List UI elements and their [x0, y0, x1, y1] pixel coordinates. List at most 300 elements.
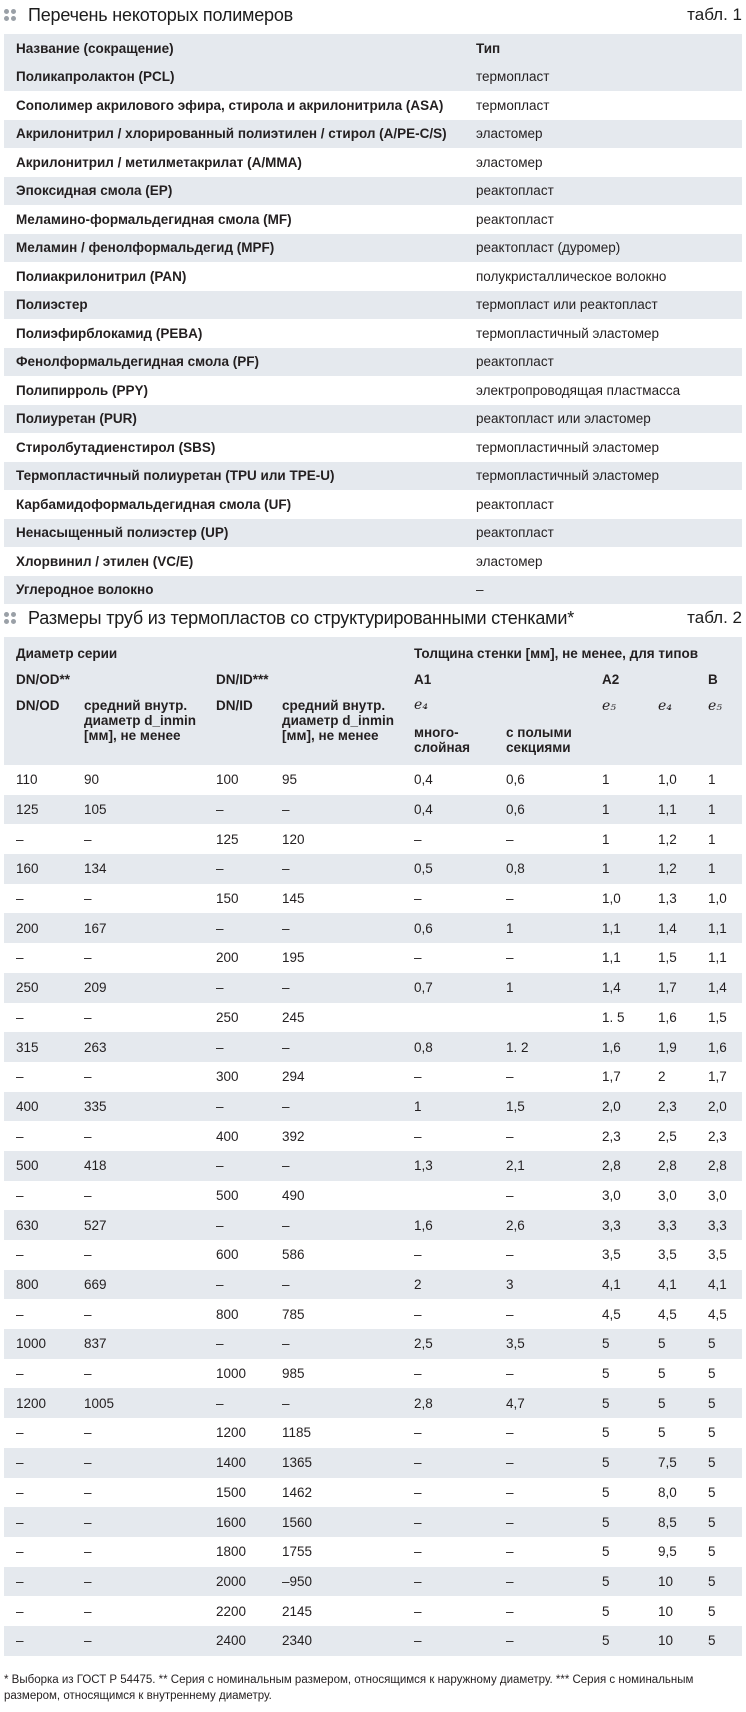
cell-a1-hollow: 2,6 — [506, 1217, 525, 1233]
cell-a2-e5: 1,4 — [602, 980, 621, 996]
table-row — [4, 1507, 742, 1537]
polymer-name: Меламин / фенолформальдегид (MPF) — [16, 240, 275, 256]
cell-b-e5: 3,5 — [708, 1247, 727, 1263]
polymer-type: реактопласт — [476, 525, 554, 541]
cell-a1-multilayer: 2,5 — [414, 1336, 433, 1352]
cell-inner-diameter-od: – — [84, 1633, 92, 1649]
cell-a2-e4: 1,2 — [658, 831, 677, 847]
bullet-dots-icon — [4, 612, 16, 624]
cell-a2-e5: 5 — [602, 1395, 610, 1411]
cell-a2-e4: 1,4 — [658, 920, 677, 936]
cell-a1-hollow: – — [506, 1573, 514, 1589]
cell-a2-e4: 7,5 — [658, 1455, 677, 1471]
cell-a2-e5: 1. 5 — [602, 1009, 625, 1025]
cell-inner-diameter-id: 1560 — [282, 1514, 313, 1530]
cell-b-e5: 1 — [708, 831, 716, 847]
table1-heading — [0, 2, 746, 28]
header-col-inner-diameter: средний внутр. диаметр d_inmin [мм], не менее — [84, 698, 197, 743]
cell-dn-od: – — [16, 891, 24, 907]
cell-dn-id: 200 — [216, 950, 239, 966]
polymer-name: Поликапролактон (PCL) — [16, 69, 175, 85]
cell-b-e5: 5 — [708, 1633, 716, 1649]
table-row — [4, 824, 742, 854]
cell-a1-multilayer: 0,4 — [414, 802, 433, 818]
cell-b-e5: 2,8 — [708, 1158, 727, 1174]
table-row — [4, 405, 742, 434]
cell-b-e5: 1,1 — [708, 950, 727, 966]
cell-a2-e5: 3,5 — [602, 1247, 621, 1263]
cell-inner-diameter-id: 245 — [282, 1009, 305, 1025]
cell-b-e5: 1,0 — [708, 891, 727, 907]
table2-header-row-1 — [4, 637, 742, 667]
cell-inner-diameter-od: 105 — [84, 802, 107, 818]
cell-dn-id: – — [216, 1395, 224, 1411]
cell-a2-e4: 8,5 — [658, 1514, 677, 1530]
table2-number: табл. 2 — [687, 608, 742, 627]
table-row — [4, 884, 742, 914]
cell-a2-e4: 1,3 — [658, 891, 677, 907]
cell-a1-multilayer: 0,6 — [414, 920, 433, 936]
cell-a2-e5: 4,5 — [602, 1306, 621, 1322]
cell-a1-multilayer: 1,3 — [414, 1158, 433, 1174]
cell-b-e5: 1,5 — [708, 1009, 727, 1025]
cell-inner-diameter-id: 294 — [282, 1069, 305, 1085]
cell-inner-diameter-id: 145 — [282, 891, 305, 907]
cell-inner-diameter-od: – — [84, 1366, 92, 1382]
cell-inner-diameter-od: – — [84, 831, 92, 847]
cell-dn-od: 125 — [16, 802, 39, 818]
cell-inner-diameter-id: 2340 — [282, 1633, 313, 1649]
cell-a2-e4: 10 — [658, 1603, 674, 1619]
header-series-diameter: Диаметр серии — [16, 646, 118, 661]
table-row — [4, 1359, 742, 1389]
table-row — [4, 234, 742, 263]
header-e5-b: e₅ — [708, 698, 722, 714]
table-row — [4, 1299, 742, 1329]
cell-dn-id: 100 — [216, 772, 239, 788]
cell-a1-multilayer: 0,8 — [414, 1039, 433, 1055]
cell-a2-e5: 4,1 — [602, 1277, 621, 1293]
cell-inner-diameter-id: 2145 — [282, 1603, 313, 1619]
cell-a1-hollow: – — [506, 1069, 514, 1085]
cell-a1-multilayer: – — [414, 1603, 422, 1619]
polymer-name: Эпоксидная смола (EP) — [16, 183, 173, 199]
cell-a2-e4: 4,5 — [658, 1306, 677, 1322]
cell-a1-hollow: – — [506, 891, 514, 907]
polymer-type: эластомер — [476, 553, 543, 569]
polymer-type: реактопласт — [476, 496, 554, 512]
cell-a1-multilayer: – — [414, 1306, 422, 1322]
polymer-name: Меламино-формальдегидная смола (MF) — [16, 211, 292, 227]
polymer-name: Полиакрилонитрил (PAN) — [16, 268, 187, 284]
cell-inner-diameter-od: – — [84, 1484, 92, 1500]
cell-inner-diameter-od: 263 — [84, 1039, 107, 1055]
table-row — [4, 291, 742, 320]
cell-a1-hollow: – — [506, 1603, 514, 1619]
cell-dn-id: – — [216, 1098, 224, 1114]
cell-a2-e4: 1,1 — [658, 802, 677, 818]
cell-inner-diameter-id: – — [282, 1336, 290, 1352]
cell-inner-diameter-od: 418 — [84, 1158, 107, 1174]
polymer-name: Полиуретан (PUR) — [16, 411, 137, 427]
cell-a1-multilayer: – — [414, 1128, 422, 1144]
header-col-dn-id: DN/ID — [216, 698, 253, 713]
cell-dn-id: 800 — [216, 1306, 239, 1322]
cell-dn-od: 630 — [16, 1217, 39, 1233]
polymer-name: Акрилонитрил / хлорированный полиэтилен / стирол (A/PE-C/S) — [16, 126, 447, 142]
cell-dn-od: 500 — [16, 1158, 39, 1174]
cell-b-e5: 1 — [708, 802, 716, 818]
cell-b-e5: 5 — [708, 1514, 716, 1530]
cell-a1-hollow: – — [506, 1366, 514, 1382]
header-dn-od-series: DN/OD** — [16, 672, 71, 687]
cell-a1-multilayer: 2,8 — [414, 1395, 433, 1411]
header-type-b: B — [708, 672, 718, 687]
cell-dn-od: – — [16, 1247, 24, 1263]
table-row — [4, 765, 742, 795]
header-e4-a2: e₄ — [658, 698, 672, 714]
cell-a2-e5: 5 — [602, 1544, 610, 1560]
cell-dn-od: 110 — [16, 772, 38, 788]
table-row — [4, 854, 742, 884]
cell-dn-id: – — [216, 1217, 224, 1233]
cell-dn-od: 1000 — [16, 1336, 47, 1352]
cell-dn-od: – — [16, 1484, 24, 1500]
cell-a2-e5: 2,8 — [602, 1158, 621, 1174]
cell-inner-diameter-id: 1365 — [282, 1455, 313, 1471]
cell-a2-e4: 3,5 — [658, 1247, 677, 1263]
header-type-a1: A1 — [414, 672, 432, 687]
cell-dn-id: 1800 — [216, 1544, 247, 1560]
cell-a2-e5: 1,6 — [602, 1039, 621, 1055]
cell-b-e5: 5 — [708, 1336, 716, 1352]
cell-dn-od: – — [16, 1069, 24, 1085]
cell-a2-e5: 1 — [602, 861, 610, 877]
cell-a2-e4: 4,1 — [658, 1277, 677, 1293]
polymer-type: – — [476, 582, 484, 598]
table-row — [4, 1032, 742, 1062]
polymer-type: реактопласт или эластомер — [476, 411, 651, 427]
polymer-type: реактопласт — [476, 354, 554, 370]
cell-a1-hollow: 3 — [506, 1277, 514, 1293]
cell-dn-id: – — [216, 1336, 224, 1352]
cell-a1-multilayer: – — [414, 1573, 422, 1589]
cell-a2-e5: 1,7 — [602, 1069, 621, 1085]
cell-dn-id: – — [216, 920, 224, 936]
cell-b-e5: 5 — [708, 1395, 716, 1411]
cell-a1-hollow: – — [506, 1633, 514, 1649]
polymer-type: реактопласт — [476, 183, 554, 199]
cell-a2-e4: 5 — [658, 1336, 666, 1352]
cell-a2-e5: 5 — [602, 1514, 610, 1530]
polymer-name: Хлорвинил / этилен (VC/E) — [16, 553, 194, 569]
cell-a2-e4: 1,7 — [658, 980, 677, 996]
polymer-type: эластомер — [476, 126, 543, 142]
polymer-name: Углеродное волокно — [16, 582, 154, 598]
cell-inner-diameter-od: – — [84, 1425, 92, 1441]
cell-inner-diameter-od: 90 — [84, 772, 100, 788]
cell-inner-diameter-id: 1462 — [282, 1484, 313, 1500]
polymers-table — [4, 34, 742, 604]
polymer-type: термопластичный эластомер — [476, 468, 660, 484]
polymer-type: эластомер — [476, 154, 543, 170]
table-row — [4, 1626, 742, 1656]
cell-a2-e4: 2,5 — [658, 1128, 677, 1144]
cell-dn-od: 800 — [16, 1277, 39, 1293]
cell-dn-id: – — [216, 1158, 224, 1174]
cell-inner-diameter-id: 392 — [282, 1128, 305, 1144]
cell-inner-diameter-od: – — [84, 1069, 92, 1085]
polymer-name: Карбамидоформальдегидная смола (UF) — [16, 496, 292, 512]
cell-a2-e5: 2,0 — [602, 1098, 621, 1114]
cell-inner-diameter-od: – — [84, 891, 92, 907]
cell-a1-hollow: – — [506, 1306, 514, 1322]
cell-a1-hollow: 0,6 — [506, 772, 525, 788]
cell-b-e5: 5 — [708, 1544, 716, 1560]
cell-b-e5: 3,3 — [708, 1217, 727, 1233]
cell-dn-od: – — [16, 1187, 24, 1203]
table-row — [4, 913, 742, 943]
table1-header-row — [4, 34, 742, 63]
cell-a1-multilayer: 2 — [414, 1277, 422, 1293]
cell-a1-multilayer: – — [414, 1484, 422, 1500]
cell-b-e5: 2,3 — [708, 1128, 727, 1144]
cell-b-e5: 5 — [708, 1573, 716, 1589]
table-row — [4, 1240, 742, 1270]
table-row — [4, 148, 742, 177]
table-row — [4, 262, 742, 291]
cell-dn-id: 2000 — [216, 1573, 247, 1589]
cell-dn-id: 2400 — [216, 1633, 247, 1649]
table-row — [4, 1537, 742, 1567]
cell-a1-hollow: 0,8 — [506, 861, 525, 877]
cell-dn-id: 2200 — [216, 1603, 247, 1619]
cell-inner-diameter-od: 837 — [84, 1336, 107, 1352]
cell-inner-diameter-id: 195 — [282, 950, 305, 966]
header-col-inner-diameter-2: средний внутр. диаметр d_inmin [мм], не менее — [282, 698, 395, 743]
cell-a1-hollow: 2,1 — [506, 1158, 525, 1174]
table-row — [4, 205, 742, 234]
cell-b-e5: 5 — [708, 1425, 716, 1441]
cell-dn-id: 1600 — [216, 1514, 247, 1530]
table-row — [4, 973, 742, 1003]
table-row — [4, 1062, 742, 1092]
cell-a1-hollow: 1. 2 — [506, 1039, 529, 1055]
cell-a2-e4: 5 — [658, 1366, 666, 1382]
cell-inner-diameter-od: – — [84, 1128, 92, 1144]
cell-b-e5: 4,1 — [708, 1277, 727, 1293]
cell-b-e5: 3,0 — [708, 1187, 727, 1203]
table-row — [4, 1181, 742, 1211]
header-col-dn-od: DN/OD — [16, 698, 60, 713]
cell-a1-hollow: – — [506, 1514, 514, 1530]
cell-a2-e5: 1,0 — [602, 891, 621, 907]
cell-a2-e5: 5 — [602, 1484, 610, 1500]
cell-inner-diameter-id: – — [282, 920, 290, 936]
table-row — [4, 1270, 742, 1300]
cell-a2-e4: 5 — [658, 1425, 666, 1441]
cell-inner-diameter-id: – — [282, 1395, 290, 1411]
cell-dn-od: 160 — [16, 861, 39, 877]
cell-a2-e5: 1 — [602, 831, 610, 847]
cell-dn-id: 500 — [216, 1187, 239, 1203]
cell-inner-diameter-od: 209 — [84, 980, 107, 996]
cell-inner-diameter-id: 1185 — [282, 1425, 312, 1441]
cell-dn-od: 315 — [16, 1039, 39, 1055]
cell-b-e5: 1 — [708, 772, 716, 788]
cell-inner-diameter-od: 335 — [84, 1098, 107, 1114]
cell-dn-od: – — [16, 1455, 24, 1471]
table-row — [4, 120, 742, 149]
cell-inner-diameter-od: – — [84, 1514, 92, 1530]
polymer-type: реактопласт (дуромер) — [476, 240, 621, 256]
table-row — [4, 1210, 742, 1240]
polymer-type: полукристаллическое волокно — [476, 268, 667, 284]
cell-a2-e5: 1,1 — [602, 950, 621, 966]
table-row — [4, 177, 742, 206]
cell-dn-id: 400 — [216, 1128, 239, 1144]
cell-inner-diameter-id: 95 — [282, 772, 298, 788]
cell-a2-e5: 2,3 — [602, 1128, 621, 1144]
cell-a2-e4: 1,6 — [658, 1009, 677, 1025]
cell-a2-e5: 5 — [602, 1573, 610, 1589]
polymer-name: Фенолформальдегидная смола (PF) — [16, 354, 259, 370]
cell-dn-od: – — [16, 950, 24, 966]
cell-a1-multilayer: 1 — [414, 1098, 422, 1114]
cell-a2-e5: 3,3 — [602, 1217, 621, 1233]
cell-dn-id: – — [216, 1039, 224, 1055]
cell-a2-e5: 5 — [602, 1455, 610, 1471]
table-row — [4, 433, 742, 462]
cell-dn-od: – — [16, 1514, 24, 1530]
cell-inner-diameter-id: 785 — [282, 1306, 305, 1322]
cell-inner-diameter-od: – — [84, 1573, 92, 1589]
cell-a1-multilayer — [402, 1003, 494, 1033]
cell-a2-e4: 3,0 — [658, 1187, 677, 1203]
cell-dn-od: 250 — [16, 980, 39, 996]
cell-a2-e5: 5 — [602, 1425, 610, 1441]
cell-inner-diameter-id: 120 — [282, 831, 305, 847]
table2-body — [4, 765, 742, 1656]
cell-a2-e4: 10 — [658, 1573, 674, 1589]
cell-a1-hollow: 4,7 — [506, 1395, 525, 1411]
cell-a2-e5: 1 — [602, 772, 610, 788]
cell-dn-od: – — [16, 1603, 24, 1619]
table-row — [4, 462, 742, 491]
cell-dn-od: – — [16, 1573, 24, 1589]
cell-inner-diameter-od: 669 — [84, 1277, 107, 1293]
cell-inner-diameter-id: 586 — [282, 1247, 305, 1263]
cell-a1-hollow: 0,6 — [506, 802, 525, 818]
cell-b-e5: 1,1 — [708, 920, 727, 936]
cell-a1-multilayer: – — [414, 1633, 422, 1649]
cell-inner-diameter-id: 1755 — [282, 1544, 313, 1560]
table-row — [4, 576, 742, 605]
cell-a1-multilayer: – — [414, 831, 422, 847]
cell-dn-od: 400 — [16, 1098, 39, 1114]
cell-a1-multilayer: – — [414, 1247, 422, 1263]
cell-a2-e4: 10 — [658, 1633, 674, 1649]
cell-a2-e5: 3,0 — [602, 1187, 621, 1203]
cell-a1-hollow: 1,5 — [506, 1098, 525, 1114]
cell-inner-diameter-id: – — [282, 1277, 290, 1293]
cell-dn-od: – — [16, 1425, 24, 1441]
table1-number: табл. 1 — [687, 5, 742, 24]
table-row — [4, 1388, 742, 1418]
table-row — [4, 519, 742, 548]
bullet-dots-icon — [4, 9, 16, 21]
cell-b-e5: 5 — [708, 1603, 716, 1619]
cell-dn-id: 1400 — [216, 1455, 247, 1471]
cell-b-e5: 1 — [708, 861, 716, 877]
cell-a1-hollow: – — [506, 1425, 514, 1441]
polymer-name: Полиэстер — [16, 297, 88, 313]
cell-a1-multilayer: – — [414, 1366, 422, 1382]
pipe-dimensions-table — [4, 637, 742, 1656]
table2-header-row-2 — [4, 667, 742, 693]
header-col-hollow: с полыми секциями — [506, 725, 572, 755]
cell-inner-diameter-od: – — [84, 1455, 92, 1471]
cell-a1-hollow: 1 — [506, 920, 514, 936]
table-row — [4, 943, 742, 973]
cell-dn-id: – — [216, 861, 224, 877]
polymer-type: термопласт — [476, 69, 550, 85]
cell-a2-e4: 8,0 — [658, 1484, 677, 1500]
cell-a2-e4: 9,5 — [658, 1544, 677, 1560]
table2-title: Размеры труб из термопластов со структурированными стенками* — [28, 607, 575, 628]
table1-body — [4, 63, 742, 605]
cell-a2-e4: 5 — [658, 1395, 666, 1411]
polymer-name: Стиролбутадиенстирол (SBS) — [16, 439, 216, 455]
cell-a1-hollow: – — [506, 1455, 514, 1471]
polymer-name: Термопластичный полиуретан (TPU или TPE-U) — [16, 468, 335, 484]
table-row — [4, 1596, 742, 1626]
cell-a2-e5: 5 — [602, 1366, 610, 1382]
cell-a2-e5: 5 — [602, 1633, 610, 1649]
table-row — [4, 1003, 742, 1033]
cell-dn-id: 250 — [216, 1009, 239, 1025]
cell-inner-diameter-od: – — [84, 1603, 92, 1619]
cell-dn-id: 1500 — [216, 1484, 247, 1500]
cell-a1-hollow: – — [506, 1128, 514, 1144]
cell-inner-diameter-od: – — [84, 1187, 92, 1203]
cell-dn-id: 1000 — [216, 1366, 247, 1382]
polymer-type: термопласт — [476, 97, 550, 113]
cell-b-e5: 5 — [708, 1455, 716, 1471]
cell-inner-diameter-od: – — [84, 1544, 92, 1560]
cell-a1-multilayer: – — [414, 1069, 422, 1085]
table-row — [4, 1092, 742, 1122]
polymer-type: реактопласт — [476, 211, 554, 227]
header-col-a1-hollow-cell — [494, 693, 590, 765]
cell-a1-multilayer: – — [414, 1544, 422, 1560]
cell-a1-multilayer: 0,5 — [414, 861, 433, 877]
cell-a1-hollow: – — [506, 1247, 514, 1263]
cell-b-e5: 5 — [708, 1366, 716, 1382]
cell-inner-diameter-od: 1005 — [84, 1395, 115, 1411]
cell-inner-diameter-id: – — [282, 802, 290, 818]
cell-a1-hollow: – — [506, 831, 514, 847]
cell-a2-e4: 2,8 — [658, 1158, 677, 1174]
cell-b-e5: 1,6 — [708, 1039, 727, 1055]
cell-a2-e4: 2 — [658, 1069, 666, 1085]
cell-dn-od: – — [16, 1009, 24, 1025]
cell-inner-diameter-od: 527 — [84, 1217, 107, 1233]
table-row — [4, 795, 742, 825]
cell-inner-diameter-id: –950 — [282, 1573, 313, 1589]
table-row — [4, 1567, 742, 1597]
cell-a1-multilayer: – — [414, 950, 422, 966]
